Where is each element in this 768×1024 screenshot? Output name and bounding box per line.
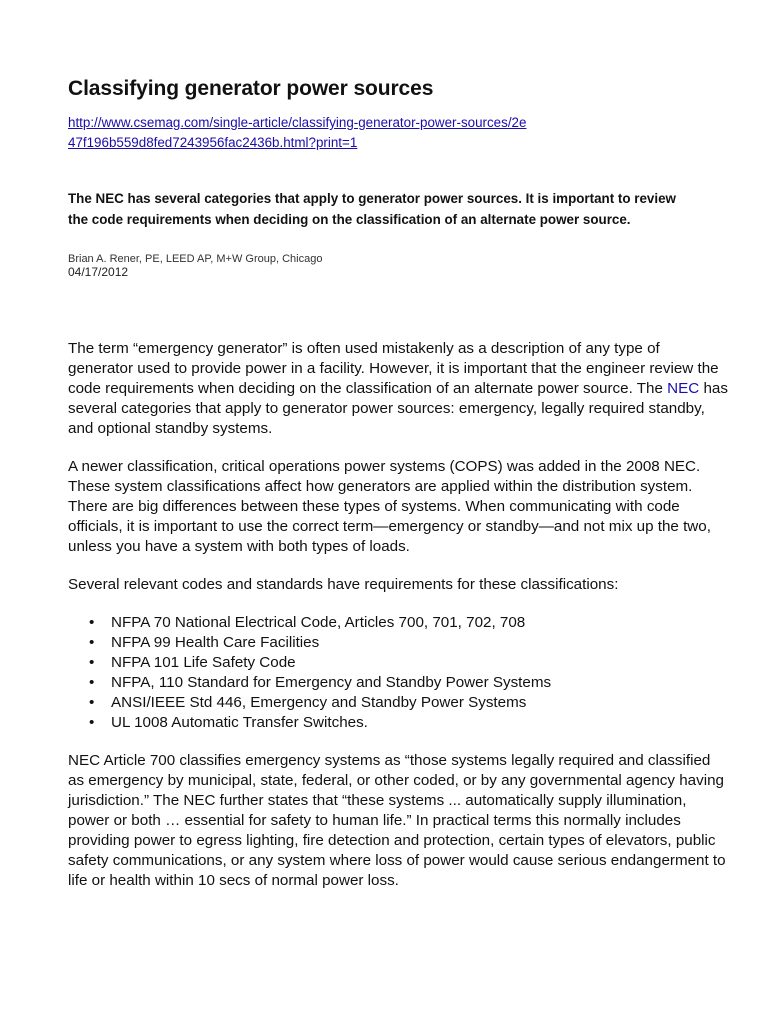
source-url-link[interactable]: http://www.csemag.com/single-article/classifying-generator-power-sources/2e47f196b559d8fed7243956fac2436b.html?print=1 [68, 115, 527, 150]
bullet-icon: • [89, 694, 95, 711]
article-summary: The NEC has several categories that apply to generator power sources. It is important to review the code requirements when deciding on the classification of an alternate power source. [68, 191, 676, 227]
list-item [89, 673, 728, 693]
bullet-icon: • [89, 674, 95, 691]
nec-link[interactable]: NEC [667, 380, 700, 397]
list-item [89, 613, 728, 633]
article-title: Classifying generator power sources [68, 77, 434, 100]
author-byline: Brian A. Rener, PE, LEED AP, M+W Group, Chicago [68, 253, 323, 265]
list-item-text: ANSI/IEEE Std 446, Emergency and Standby Power Systems [111, 694, 527, 711]
publish-date: 04/17/2012 [68, 265, 129, 279]
list-item [89, 653, 728, 673]
body-paragraph-1 [68, 339, 728, 439]
body-paragraph-4: NEC Article 700 classifies emergency systems as “those systems legally required and classified as emergency by municipal, state, federal, or other coded, or by any governmental agency having jurisdiction.” The NEC further states that “these systems ... automatically supply illumination, power or both … essential for safety to human life.” In practical terms this normally includes providing power to egress lighting, fire detection and protection, certain types of elevators, public safety communications, or any system where loss of power would cause serious endangerment to life or health within 10 secs of normal power loss. [68, 752, 726, 889]
list-item-text: NFPA 99 Health Care Facilities [111, 634, 320, 651]
list-item [89, 693, 728, 713]
list-item-text: NFPA 70 National Electrical Code, Articles 700, 701, 702, 708 [111, 614, 526, 631]
paragraph-1-text-end: has several categories that apply to generator power sources: emergency, legally required standby, and optional standby systems. [68, 380, 728, 437]
body-paragraph-3: Several relevant codes and standards have requirements for these classifications: [68, 576, 619, 593]
list-item-text: UL 1008 Automatic Transfer Switches. [111, 714, 368, 731]
codes-list [68, 613, 728, 733]
list-item-text: NFPA 101 Life Safety Code [111, 654, 296, 671]
list-item [89, 633, 728, 653]
paragraph-1-text-start: The term “emergency generator” is often used mistakenly as a description of any type of generator used to provide power in a facility. However, it is important that the engineer review the code requirements when deciding on the classification of an alternate power source. The [68, 340, 719, 397]
bullet-icon: • [89, 634, 95, 651]
list-item [89, 713, 728, 733]
list-item-text: NFPA, 110 Standard for Emergency and Standby Power Systems [111, 674, 552, 691]
article-body [68, 339, 728, 909]
bullet-icon: • [89, 714, 95, 731]
bullet-icon: • [89, 614, 95, 631]
body-paragraph-2: A newer classification, critical operations power systems (COPS) was added in the 2008 NEC. These system classifications affect how generators are applied within the distribution system. There are big differences between these types of systems. When communicating with code officials, it is important to use the correct term—emergency or standby—and not mix up the two, unless you have a system with both types of loads. [68, 458, 711, 555]
bullet-icon: • [89, 654, 95, 671]
